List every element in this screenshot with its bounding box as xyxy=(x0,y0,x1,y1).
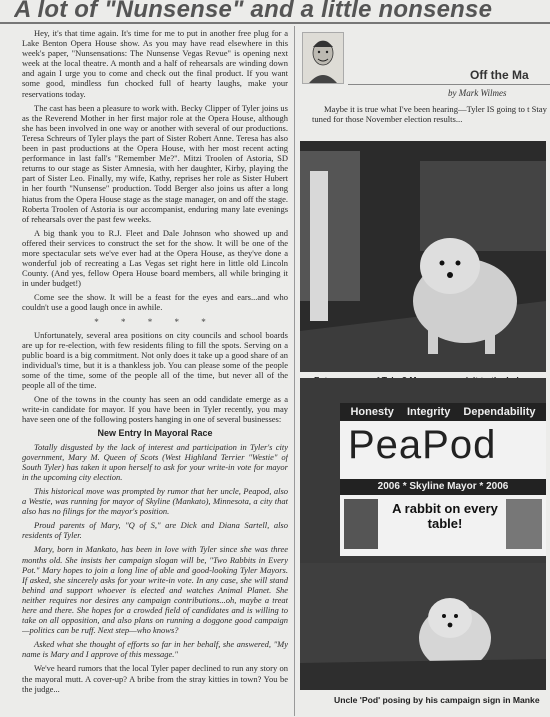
sign-motto: Honesty Integrity Dependability xyxy=(340,403,546,421)
sign-dog-photo-right xyxy=(506,499,542,549)
columnist-portrait xyxy=(302,32,344,84)
column-title-rule xyxy=(348,84,550,85)
article-paragraph: The cast has been a pleasure to work with. Becky Clipper of Tyler joins us as the Reverend Mother in her first major role at the Opera House, although she has been involved in one way or another with several of our productions. Teresa Schreurs of Tyler plays the part of Sister Robert Anne. Teresa has also been in past productions at the Opera House, with her most recent acting performance in last fall's "Remember Me?". Mitzi Troolen of Astoria, SD returns to our stage as Sister Amnesia, with her daughter, Kirby, playing the part of Sister Leo. Finally, my wife, Kathy, reprises her role as Sister Hubert in her fourth "Nunsense" production. Todd Berger also joins us after a long hiatus from the Opera House stage as the stage manager, on and off the stage. Roberta Troolen of Astoria is our accompanist, enduring many late evenings of rehearsals over the past few weeks. xyxy=(22,102,288,224)
poster-paragraph: Mary, born in Mankato, has been in love with Tyler since she was three months old. She insists her campaign slogan will be, "Two Rabbits in Every Pot." Mary hopes to join a long line of able and good-looking Tyler Mayors. If asked, she sincerely asks for your write-in vote. In any case, she will stand behind and support whoever is elected and watches Animal Planet. She neither requires nor desires any campaign contributions...oh, maybe a treat here and there. She hopes for a crowded field of candidates and is willing to take on all opposition, and also plans on running a doggone good campaign—politics can be ruff. Next step—who knows? xyxy=(22,544,288,636)
poster-text xyxy=(22,442,288,660)
sign-slogan: A rabbit on every table! xyxy=(392,501,498,531)
column-lede: Maybe it is true what I've been hearing—Tyler IS going to t Stay tuned for those November election results... xyxy=(312,104,547,125)
byline: by Mark Wilmes xyxy=(448,88,507,98)
campaign-sign xyxy=(340,403,546,556)
article-paragraph: Hey, it's that time again. It's time for me to put in another free plug for a Lake Benton Opera House show. As you may have read elsewhere in this week's paper, "Nunsensations: The Nunsense Vegas Revue" is opening next week at the local theatre. A month and a half of rehearsals are winding down and again I urge you to come and check out the final product. If you want some good, mindless fun chocked full of hearty laughs, make your reservations today. xyxy=(22,28,288,99)
campaign-sign-photo xyxy=(300,378,546,690)
poster-paragraph: Asked what she thought of efforts so far in her behalf, she answered, "My name is Mary and I approve of this message." xyxy=(22,639,288,660)
dog-photo-office xyxy=(300,141,546,372)
article-paragraph: Unfortunately, several area positions on city councils and school boards are up for re-election, with few residents filing to fill the spots. Serving on a public board is a big commitment. Not only does it take up a good share of an individual's time, but it is a thankless job. You can please some of the people some of the time, some of the people all of the time, but never all of the people all of the time. xyxy=(22,329,288,391)
column-title: Off the Ma xyxy=(470,68,529,82)
poster-paragraph: This historical move was prompted by rumor that her uncle, Peapod, also a Westie, was running for mayor of Skyline (Mankato), Minnesota, a city that also has no filings for the mayor's position. xyxy=(22,485,288,517)
poster-paragraph: Proud parents of Mary, "Q of S," are Dick and Diana Sartell, also residents of Tyler. xyxy=(22,520,288,541)
dog-in-grass-image xyxy=(300,563,546,690)
left-article-column xyxy=(22,28,288,714)
sign-candidate-name: PeaPod xyxy=(348,423,497,467)
poster-paragraph: Totally disgusted by the lack of interest and participation in Tyler's city government, Mary M. Queen of Scots (West Highland Terrier "Westie" of South Tyler) has taken it upon herself to ask for your write-in vote for mayor in the upcoming city election. xyxy=(22,441,288,482)
sign-race: 2006 * Skyline Mayor * 2006 xyxy=(340,479,546,495)
article-paragraph: We've heard rumors that the local Tyler paper declined to run any story on the mayoral mutt. A cover-up? A bribe from the stray kitties in town? You be the judge... xyxy=(22,663,288,694)
section-separator: * * * * * xyxy=(94,316,216,327)
article-paragraph: One of the towns in the county has seen an odd candidate emerge as a write-in candidate for mayor. If you have been in Tyler recently, you may have seen one of the following posters hanging in one of several businesses: xyxy=(22,394,288,425)
headline: A lot of "Nunsense" and a little nonsense xyxy=(14,0,493,22)
article-paragraph: A big thank you to R.J. Fleet and Dale Johnson who showed up and offered their services to construct the set for the show. It will be one of the more spectacular sets we've ever had at the Opera House, as they've done a wonderful job of recreating a Las Vegas set right here in little old Lincoln County. (And yes, fellow Opera House board members, all while bringing it in under budget!) xyxy=(22,227,288,289)
poster-subhead: New Entry In Mayoral Race xyxy=(97,428,213,439)
right-column xyxy=(300,24,550,717)
column-divider xyxy=(294,26,295,716)
article-paragraph: Come see the show. It will be a feast for the eyes and ears...and who couldn't use a good laugh once in awhile. xyxy=(22,292,288,313)
sign-dog-photo-left xyxy=(344,499,378,549)
photo-caption-2: Uncle 'Pod' posing by his campaign sign in Manke xyxy=(334,695,540,705)
